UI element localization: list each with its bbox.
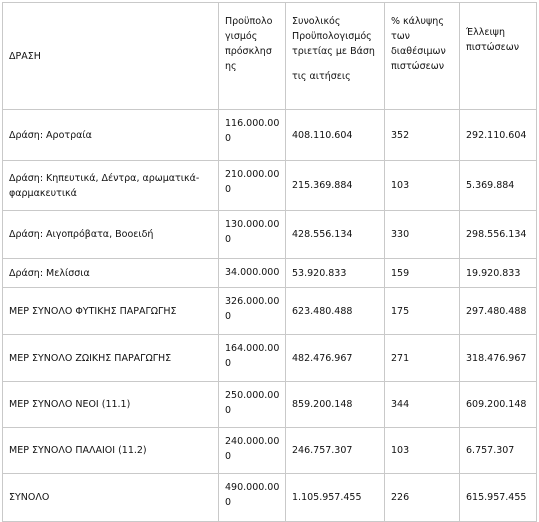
header-shortfall xyxy=(460,3,537,110)
table-row xyxy=(3,161,537,211)
header-shortfall-line: Έλλειψη xyxy=(466,27,505,38)
header-budget-line: ης xyxy=(225,61,237,72)
table-row xyxy=(3,382,537,428)
cell-drasi: ΜΕΡ ΣΥΝΟΛΟ ΠΑΛΑΙΟΙ (11.2) xyxy=(3,428,219,474)
header-total-line: Προϋπολογισμός xyxy=(292,31,372,42)
cell-shortfall: 19.920.833 xyxy=(460,259,537,288)
table-row xyxy=(3,259,537,288)
cell-total: 408.110.604 xyxy=(286,110,385,161)
header-budget-line: Προϋπολο xyxy=(225,16,273,27)
header-drasi: ΔΡΑΣΗ xyxy=(3,3,219,110)
header-total-line: τριετίας με Βάση xyxy=(292,46,375,57)
cell-budget: 34.000.000 xyxy=(219,259,286,288)
header-coverage-line: διαθέσιμων xyxy=(391,46,446,57)
table-row xyxy=(3,288,537,335)
cell-coverage: 271 xyxy=(385,335,460,382)
cell-total: 428.556.134 xyxy=(286,211,385,259)
cell-budget: 240.000.000 xyxy=(219,428,286,474)
cell-total: 623.480.488 xyxy=(286,288,385,335)
cell-drasi: Δράση: Αροτραία xyxy=(3,110,219,161)
cell-total: 1.105.957.455 xyxy=(286,474,385,522)
cell-shortfall: 297.480.488 xyxy=(460,288,537,335)
cell-total: 859.200.148 xyxy=(286,382,385,428)
budget-table xyxy=(2,2,537,522)
cell-drasi: ΜΕΡ ΣΥΝΟΛΟ ΦΥΤΙΚΗΣ ΠΑΡΑΓΩΓΗΣ xyxy=(3,288,219,335)
cell-budget: 326.000.000 xyxy=(219,288,286,335)
cell-shortfall: 6.757.307 xyxy=(460,428,537,474)
table-row xyxy=(3,428,537,474)
cell-budget: 130.000.000 xyxy=(219,211,286,259)
cell-total: 215.369.884 xyxy=(286,161,385,211)
cell-coverage: 103 xyxy=(385,428,460,474)
cell-drasi: ΣΥΝΟΛΟ xyxy=(3,474,219,522)
header-coverage-line: των xyxy=(391,31,410,42)
header-total-line: Συνολικός xyxy=(292,16,341,27)
cell-coverage: 344 xyxy=(385,382,460,428)
cell-budget: 210.000.000 xyxy=(219,161,286,211)
header-coverage-line: πιστώσεων xyxy=(391,61,445,72)
cell-shortfall: 5.369.884 xyxy=(460,161,537,211)
header-budget-line: πρόσκλησ xyxy=(225,46,272,57)
cell-shortfall: 615.957.455 xyxy=(460,474,537,522)
cell-coverage: 352 xyxy=(385,110,460,161)
cell-shortfall: 609.200.148 xyxy=(460,382,537,428)
cell-coverage: 159 xyxy=(385,259,460,288)
cell-drasi: ΜΕΡ ΣΥΝΟΛΟ ΝΕΟΙ (11.1) xyxy=(3,382,219,428)
cell-drasi: Δράση: Αιγοπρόβατα, Βοοειδή xyxy=(3,211,219,259)
table-row xyxy=(3,474,537,522)
header-budget xyxy=(219,3,286,110)
cell-coverage: 103 xyxy=(385,161,460,211)
cell-shortfall: 292.110.604 xyxy=(460,110,537,161)
header-coverage xyxy=(385,3,460,110)
table-row xyxy=(3,110,537,161)
cell-drasi: Δράση: Μελίσσια xyxy=(3,259,219,288)
cell-total: 482.476.967 xyxy=(286,335,385,382)
cell-total: 53.920.833 xyxy=(286,259,385,288)
cell-coverage: 226 xyxy=(385,474,460,522)
table-row xyxy=(3,211,537,259)
header-shortfall-line: πιστώσεων xyxy=(466,42,520,53)
cell-budget: 116.000.000 xyxy=(219,110,286,161)
table-header-row xyxy=(3,3,537,110)
cell-shortfall: 318.476.967 xyxy=(460,335,537,382)
cell-coverage: 330 xyxy=(385,211,460,259)
cell-total: 246.757.307 xyxy=(286,428,385,474)
cell-budget: 164.000.000 xyxy=(219,335,286,382)
cell-shortfall: 298.556.134 xyxy=(460,211,537,259)
table-row xyxy=(3,335,537,382)
cell-budget: 490.000.000 xyxy=(219,474,286,522)
cell-coverage: 175 xyxy=(385,288,460,335)
header-total xyxy=(286,3,385,110)
cell-drasi: ΜΕΡ ΣΥΝΟΛΟ ΖΩΙΚΗΣ ΠΑΡΑΓΩΓΗΣ xyxy=(3,335,219,382)
header-coverage-line: % κάλυψης xyxy=(391,16,444,27)
cell-budget: 250.000.000 xyxy=(219,382,286,428)
table-body xyxy=(3,110,537,522)
header-budget-line: γισμός xyxy=(225,31,258,42)
header-total-line: τις αιτήσεις xyxy=(292,71,351,82)
cell-drasi: Δράση: Κηπευτικά, Δέντρα, αρωματικά-φαρμακευτικά xyxy=(3,161,219,211)
